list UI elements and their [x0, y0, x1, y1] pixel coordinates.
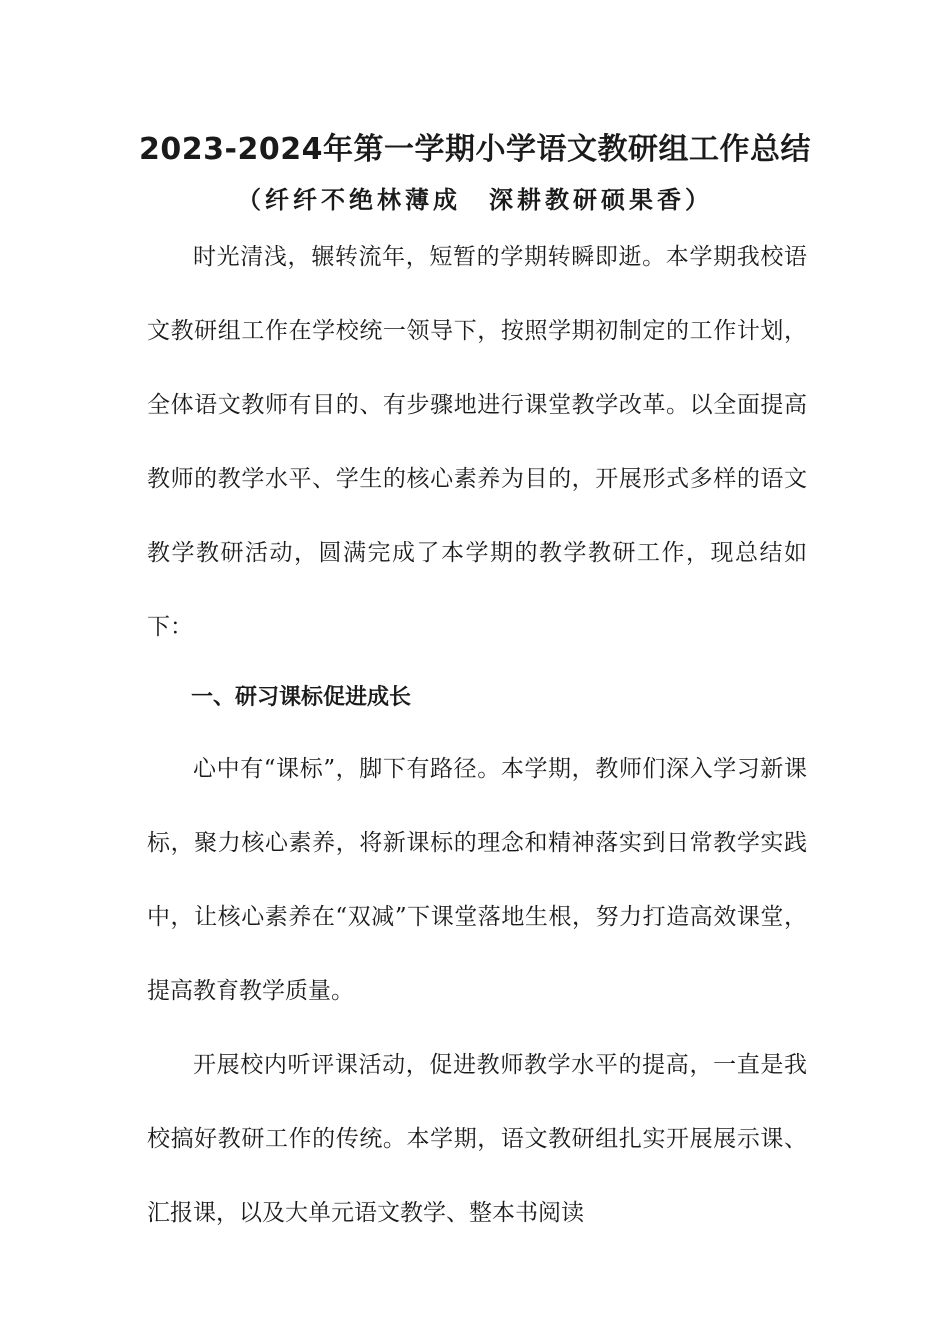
- section-paragraph: 开展校内听评课活动，促进教师教学水平的提高，一直是我校搞好教研工作的传统。本学期，语文教研组扎实开展展示课、汇报课，以及大单元语文教学、整本书阅读: [147, 1052, 807, 1226]
- section-paragraph: 心中有“课标”，脚下有路径。本学期，教师们深入学习新课标，聚力核心素养，将新课标的理念和精神落实到日常教学实践中，让核心素养在“双减”下课堂落地生根，努力打造高效课堂，提高教育教学质量。: [147, 756, 807, 1004]
- document-title: 2023-2024年第一学期小学语文教研组工作总结: [139, 132, 811, 167]
- intro-paragraph: 时光清浅，辗转流年，短暂的学期转瞬即逝。本学期我校语文教研组工作在学校统一领导下，按照学期初制定的工作计划，全体语文教师有目的、有步骤地进行课堂教学改革。以全面提高教师的教学水平、学生的核心素养为目的，开展形式多样的语文教学教研活动，圆满完成了本学期的教学教研工作，现总结如下：: [147, 244, 807, 640]
- section-heading: 一、研习课标促进成长: [191, 685, 412, 710]
- document-body: [147, 220, 807, 1250]
- document-subtitle: （纤纤不绝林薄成 深耕教研硕果香）: [237, 185, 713, 214]
